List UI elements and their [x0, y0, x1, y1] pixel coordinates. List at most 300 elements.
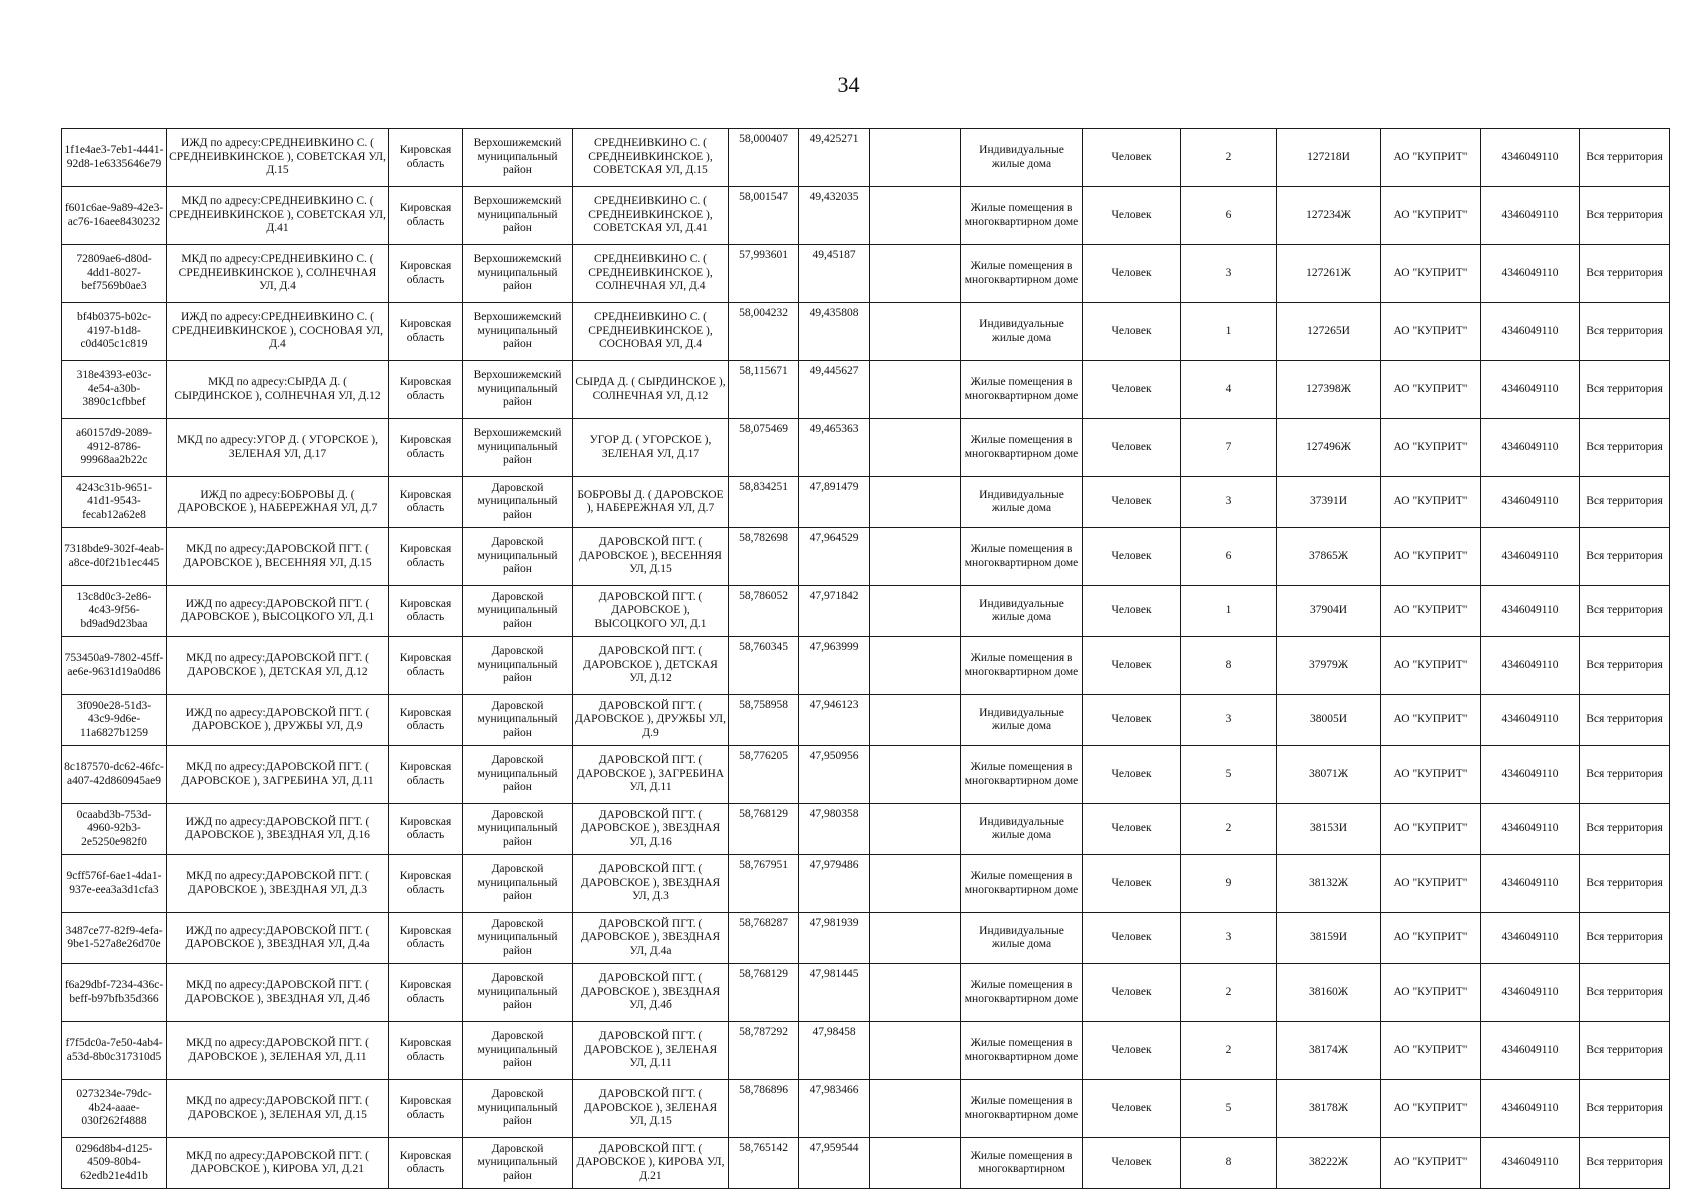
- unit-cell: Человек: [1083, 586, 1181, 637]
- address-cell: БОБРОВЫ Д. ( ДАРОВСКОЕ ), НАБЕРЕЖНАЯ УЛ, Д.7: [573, 477, 729, 528]
- longitude-cell: 47,983466: [799, 1080, 870, 1138]
- code-cell: 127234Ж: [1277, 187, 1381, 245]
- unit-cell: Человек: [1083, 187, 1181, 245]
- longitude-cell: 49,465363: [799, 419, 870, 477]
- latitude-cell: 58,758958: [729, 695, 799, 746]
- empty-cell: [870, 1022, 961, 1080]
- organization-cell: АО "КУПРИТ": [1381, 477, 1481, 528]
- object-id-cell: 3487ce77-82f9-4efa-9be1-527a8e26d70e: [62, 913, 167, 964]
- category-cell: Индивидуальные жилые дома: [961, 586, 1083, 637]
- code-cell: 37391И: [1277, 477, 1381, 528]
- district-cell: Верхошижемский муниципальный район: [463, 361, 573, 419]
- category-cell: Жилые помещения в многоквартирном доме: [961, 361, 1083, 419]
- region-cell: Кировская область: [389, 1022, 463, 1080]
- object-id-cell: 0296d8b4-d125-4509-80b4-62edb21e4d1b: [62, 1138, 167, 1189]
- code-cell: 127261Ж: [1277, 245, 1381, 303]
- inn-cell: 4346049110: [1481, 1022, 1580, 1080]
- code-cell: 38178Ж: [1277, 1080, 1381, 1138]
- object-id-cell: 0caabd3b-753d-4960-92b3-2e5250e982f0: [62, 804, 167, 855]
- inn-cell: 4346049110: [1481, 129, 1580, 187]
- latitude-cell: 58,786896: [729, 1080, 799, 1138]
- district-cell: Даровской муниципальный район: [463, 913, 573, 964]
- district-cell: Даровской муниципальный район: [463, 964, 573, 1022]
- code-cell: 38159И: [1277, 913, 1381, 964]
- region-cell: Кировская область: [389, 695, 463, 746]
- object-id-cell: 318e4393-e03c-4e54-a30b-3890c1cfbbef: [62, 361, 167, 419]
- object-id-cell: 13c8d0c3-2e86-4c43-9f56-bd9ad9d23baa: [62, 586, 167, 637]
- code-cell: 38132Ж: [1277, 855, 1381, 913]
- object-name-cell: МКД по адресу:ДАРОВСКОЙ ПГТ. ( ДАРОВСКОЕ ), ЗЕЛЕНАЯ УЛ, Д.11: [167, 1022, 389, 1080]
- category-cell: Жилые помещения в многоквартирном доме: [961, 855, 1083, 913]
- table-row: [62, 746, 1670, 804]
- empty-cell: [870, 528, 961, 586]
- object-name-cell: ИЖД по адресу:СРЕДНЕИВКИНО С. ( СРЕДНЕИВКИНСКОЕ ), СОСНОВАЯ УЛ, Д.4: [167, 303, 389, 361]
- district-cell: Верхошижемский муниципальный район: [463, 129, 573, 187]
- territory-cell: Вся территория: [1580, 245, 1670, 303]
- empty-cell: [870, 477, 961, 528]
- object-id-cell: 753450a9-7802-45ff-ae6e-9631d19a0d86: [62, 637, 167, 695]
- address-cell: ДАРОВСКОЙ ПГТ. ( ДАРОВСКОЕ ), ЗВЕЗДНАЯ УЛ, Д.3: [573, 855, 729, 913]
- district-cell: Даровской муниципальный район: [463, 586, 573, 637]
- region-cell: Кировская область: [389, 361, 463, 419]
- empty-cell: [870, 913, 961, 964]
- table-row: [62, 804, 1670, 855]
- count-cell: 5: [1181, 1080, 1277, 1138]
- count-cell: 3: [1181, 695, 1277, 746]
- longitude-cell: 47,964529: [799, 528, 870, 586]
- table-body: [62, 129, 1670, 1189]
- count-cell: 8: [1181, 1138, 1277, 1189]
- territory-cell: Вся территория: [1580, 419, 1670, 477]
- code-cell: 127398Ж: [1277, 361, 1381, 419]
- territory-cell: Вся территория: [1580, 637, 1670, 695]
- table-row: [62, 913, 1670, 964]
- object-name-cell: ИЖД по адресу:ДАРОВСКОЙ ПГТ. ( ДАРОВСКОЕ ), ДРУЖБЫ УЛ, Д.9: [167, 695, 389, 746]
- region-cell: Кировская область: [389, 804, 463, 855]
- address-cell: УГОР Д. ( УГОРСКОЕ ), ЗЕЛЕНАЯ УЛ, Д.17: [573, 419, 729, 477]
- empty-cell: [870, 637, 961, 695]
- latitude-cell: 58,768287: [729, 913, 799, 964]
- unit-cell: Человек: [1083, 303, 1181, 361]
- territory-cell: Вся территория: [1580, 361, 1670, 419]
- object-id-cell: a60157d9-2089-4912-8786-99968aa2b22c: [62, 419, 167, 477]
- longitude-cell: 49,425271: [799, 129, 870, 187]
- category-cell: Индивидуальные жилые дома: [961, 303, 1083, 361]
- longitude-cell: 49,432035: [799, 187, 870, 245]
- district-cell: Даровской муниципальный район: [463, 477, 573, 528]
- table-row: [62, 586, 1670, 637]
- inn-cell: 4346049110: [1481, 361, 1580, 419]
- region-cell: Кировская область: [389, 586, 463, 637]
- organization-cell: АО "КУПРИТ": [1381, 855, 1481, 913]
- unit-cell: Человек: [1083, 1022, 1181, 1080]
- table-row: [62, 1022, 1670, 1080]
- latitude-cell: 58,787292: [729, 1022, 799, 1080]
- district-cell: Верхошижемский муниципальный район: [463, 419, 573, 477]
- longitude-cell: 47,959544: [799, 1138, 870, 1189]
- region-cell: Кировская область: [389, 637, 463, 695]
- organization-cell: АО "КУПРИТ": [1381, 245, 1481, 303]
- region-cell: Кировская область: [389, 245, 463, 303]
- longitude-cell: 47,981939: [799, 913, 870, 964]
- count-cell: 6: [1181, 187, 1277, 245]
- organization-cell: АО "КУПРИТ": [1381, 528, 1481, 586]
- region-cell: Кировская область: [389, 855, 463, 913]
- territory-cell: Вся территория: [1580, 746, 1670, 804]
- table-row: [62, 528, 1670, 586]
- category-cell: Жилые помещения в многоквартирном доме: [961, 637, 1083, 695]
- organization-cell: АО "КУПРИТ": [1381, 361, 1481, 419]
- registry-table: [61, 128, 1670, 1189]
- latitude-cell: 58,760345: [729, 637, 799, 695]
- object-id-cell: bf4b0375-b02c-4197-b1d8-c0d405c1c819: [62, 303, 167, 361]
- organization-cell: АО "КУПРИТ": [1381, 746, 1481, 804]
- address-cell: ДАРОВСКОЙ ПГТ. ( ДАРОВСКОЕ ), ВЫСОЦКОГО УЛ, Д.1: [573, 586, 729, 637]
- region-cell: Кировская область: [389, 964, 463, 1022]
- region-cell: Кировская область: [389, 419, 463, 477]
- empty-cell: [870, 746, 961, 804]
- category-cell: Жилые помещения в многоквартирном доме: [961, 964, 1083, 1022]
- inn-cell: 4346049110: [1481, 477, 1580, 528]
- district-cell: Верхошижемский муниципальный район: [463, 245, 573, 303]
- object-name-cell: МКД по адресу:ДАРОВСКОЙ ПГТ. ( ДАРОВСКОЕ ), ДЕТСКАЯ УЛ, Д.12: [167, 637, 389, 695]
- address-cell: ДАРОВСКОЙ ПГТ. ( ДАРОВСКОЕ ), ДРУЖБЫ УЛ, Д.9: [573, 695, 729, 746]
- organization-cell: АО "КУПРИТ": [1381, 964, 1481, 1022]
- address-cell: ДАРОВСКОЙ ПГТ. ( ДАРОВСКОЕ ), ЗАГРЕБИНА УЛ, Д.11: [573, 746, 729, 804]
- object-name-cell: ИЖД по адресу:СРЕДНЕИВКИНО С. ( СРЕДНЕИВКИНСКОЕ ), СОВЕТСКАЯ УЛ, Д.15: [167, 129, 389, 187]
- inn-cell: 4346049110: [1481, 913, 1580, 964]
- district-cell: Верхошижемский муниципальный район: [463, 303, 573, 361]
- unit-cell: Человек: [1083, 913, 1181, 964]
- district-cell: Даровской муниципальный район: [463, 528, 573, 586]
- territory-cell: Вся территория: [1580, 187, 1670, 245]
- object-name-cell: ИЖД по адресу:ДАРОВСКОЙ ПГТ. ( ДАРОВСКОЕ ), ЗВЕЗДНАЯ УЛ, Д.4а: [167, 913, 389, 964]
- table-row: [62, 637, 1670, 695]
- code-cell: 37979Ж: [1277, 637, 1381, 695]
- organization-cell: АО "КУПРИТ": [1381, 303, 1481, 361]
- inn-cell: 4346049110: [1481, 804, 1580, 855]
- table-row: [62, 695, 1670, 746]
- inn-cell: 4346049110: [1481, 528, 1580, 586]
- longitude-cell: 47,946123: [799, 695, 870, 746]
- latitude-cell: 58,001547: [729, 187, 799, 245]
- organization-cell: АО "КУПРИТ": [1381, 804, 1481, 855]
- count-cell: 5: [1181, 746, 1277, 804]
- longitude-cell: 47,963999: [799, 637, 870, 695]
- count-cell: 3: [1181, 245, 1277, 303]
- table-row: [62, 419, 1670, 477]
- category-cell: Жилые помещения в многоквартирном доме: [961, 528, 1083, 586]
- longitude-cell: 49,445627: [799, 361, 870, 419]
- district-cell: Даровской муниципальный район: [463, 1022, 573, 1080]
- address-cell: ДАРОВСКОЙ ПГТ. ( ДАРОВСКОЕ ), ЗЕЛЕНАЯ УЛ, Д.15: [573, 1080, 729, 1138]
- object-id-cell: f601c6ae-9a89-42e3-ac76-16aee8430232: [62, 187, 167, 245]
- latitude-cell: 58,768129: [729, 804, 799, 855]
- territory-cell: Вся территория: [1580, 913, 1670, 964]
- territory-cell: Вся территория: [1580, 1138, 1670, 1189]
- category-cell: Жилые помещения в многоквартирном доме: [961, 245, 1083, 303]
- inn-cell: 4346049110: [1481, 1080, 1580, 1138]
- latitude-cell: 58,075469: [729, 419, 799, 477]
- table-row: [62, 187, 1670, 245]
- object-name-cell: ИЖД по адресу:БОБРОВЫ Д. ( ДАРОВСКОЕ ), НАБЕРЕЖНАЯ УЛ, Д.7: [167, 477, 389, 528]
- object-id-cell: 0273234e-79dc-4b24-aaae-030f262f4888: [62, 1080, 167, 1138]
- region-cell: Кировская область: [389, 913, 463, 964]
- count-cell: 6: [1181, 528, 1277, 586]
- inn-cell: 4346049110: [1481, 637, 1580, 695]
- object-id-cell: f6a29dbf-7234-436c-beff-b97bfb35d366: [62, 964, 167, 1022]
- code-cell: 37865Ж: [1277, 528, 1381, 586]
- organization-cell: АО "КУПРИТ": [1381, 1138, 1481, 1189]
- object-id-cell: 9cff576f-6ae1-4da1-937e-eea3a3d1cfa3: [62, 855, 167, 913]
- count-cell: 8: [1181, 637, 1277, 695]
- district-cell: Даровской муниципальный район: [463, 1080, 573, 1138]
- address-cell: ДАРОВСКОЙ ПГТ. ( ДАРОВСКОЕ ), ЗВЕЗДНАЯ УЛ, Д.16: [573, 804, 729, 855]
- address-cell: ДАРОВСКОЙ ПГТ. ( ДАРОВСКОЕ ), ВЕСЕННЯЯ УЛ, Д.15: [573, 528, 729, 586]
- table-row: [62, 303, 1670, 361]
- object-name-cell: МКД по адресу:СЫРДА Д. ( СЫРДИНСКОЕ ), СОЛНЕЧНАЯ УЛ, Д.12: [167, 361, 389, 419]
- latitude-cell: 58,776205: [729, 746, 799, 804]
- latitude-cell: 58,786052: [729, 586, 799, 637]
- region-cell: Кировская область: [389, 1080, 463, 1138]
- count-cell: 2: [1181, 804, 1277, 855]
- table-row: [62, 129, 1670, 187]
- region-cell: Кировская область: [389, 303, 463, 361]
- address-cell: СЫРДА Д. ( СЫРДИНСКОЕ ), СОЛНЕЧНАЯ УЛ, Д.12: [573, 361, 729, 419]
- empty-cell: [870, 419, 961, 477]
- organization-cell: АО "КУПРИТ": [1381, 129, 1481, 187]
- code-cell: 38005И: [1277, 695, 1381, 746]
- unit-cell: Человек: [1083, 1138, 1181, 1189]
- table-row: [62, 245, 1670, 303]
- territory-cell: Вся территория: [1580, 695, 1670, 746]
- object-name-cell: ИЖД по адресу:ДАРОВСКОЙ ПГТ. ( ДАРОВСКОЕ ), ЗВЕЗДНАЯ УЛ, Д.16: [167, 804, 389, 855]
- table-row: [62, 477, 1670, 528]
- territory-cell: Вся территория: [1580, 129, 1670, 187]
- category-cell: Жилые помещения в многоквартирном доме: [961, 746, 1083, 804]
- object-id-cell: 72809ae6-d80d-4dd1-8027-bef7569b0ae3: [62, 245, 167, 303]
- district-cell: Даровской муниципальный район: [463, 804, 573, 855]
- region-cell: Кировская область: [389, 477, 463, 528]
- count-cell: 1: [1181, 303, 1277, 361]
- category-cell: Индивидуальные жилые дома: [961, 129, 1083, 187]
- empty-cell: [870, 1138, 961, 1189]
- empty-cell: [870, 855, 961, 913]
- table-row: [62, 361, 1670, 419]
- latitude-cell: 58,000407: [729, 129, 799, 187]
- empty-cell: [870, 187, 961, 245]
- object-name-cell: МКД по адресу:ДАРОВСКОЙ ПГТ. ( ДАРОВСКОЕ ), ЗВЕЗДНАЯ УЛ, Д.4б: [167, 964, 389, 1022]
- address-cell: СРЕДНЕИВКИНО С. ( СРЕДНЕИВКИНСКОЕ ), СОВЕТСКАЯ УЛ, Д.15: [573, 129, 729, 187]
- inn-cell: 4346049110: [1481, 695, 1580, 746]
- object-id-cell: 8c187570-dc62-46fc-a407-42d860945ae9: [62, 746, 167, 804]
- count-cell: 9: [1181, 855, 1277, 913]
- count-cell: 3: [1181, 477, 1277, 528]
- unit-cell: Человек: [1083, 695, 1181, 746]
- code-cell: 38160Ж: [1277, 964, 1381, 1022]
- district-cell: Даровской муниципальный район: [463, 637, 573, 695]
- unit-cell: Человек: [1083, 528, 1181, 586]
- table-row: [62, 964, 1670, 1022]
- longitude-cell: 49,435808: [799, 303, 870, 361]
- address-cell: СРЕДНЕИВКИНО С. ( СРЕДНЕИВКИНСКОЕ ), СОВЕТСКАЯ УЛ, Д.41: [573, 187, 729, 245]
- address-cell: ДАРОВСКОЙ ПГТ. ( ДАРОВСКОЕ ), ДЕТСКАЯ УЛ, Д.12: [573, 637, 729, 695]
- count-cell: 4: [1181, 361, 1277, 419]
- empty-cell: [870, 804, 961, 855]
- address-cell: ДАРОВСКОЙ ПГТ. ( ДАРОВСКОЕ ), ЗЕЛЕНАЯ УЛ, Д.11: [573, 1022, 729, 1080]
- territory-cell: Вся территория: [1580, 1022, 1670, 1080]
- empty-cell: [870, 1080, 961, 1138]
- count-cell: 1: [1181, 586, 1277, 637]
- code-cell: 37904И: [1277, 586, 1381, 637]
- organization-cell: АО "КУПРИТ": [1381, 419, 1481, 477]
- territory-cell: Вся территория: [1580, 528, 1670, 586]
- district-cell: Даровской муниципальный район: [463, 855, 573, 913]
- longitude-cell: 47,979486: [799, 855, 870, 913]
- count-cell: 2: [1181, 1022, 1277, 1080]
- table-row: [62, 1080, 1670, 1138]
- category-cell: Индивидуальные жилые дома: [961, 695, 1083, 746]
- latitude-cell: 58,782698: [729, 528, 799, 586]
- inn-cell: 4346049110: [1481, 746, 1580, 804]
- object-name-cell: МКД по адресу:ДАРОВСКОЙ ПГТ. ( ДАРОВСКОЕ ), КИРОВА УЛ, Д.21: [167, 1138, 389, 1189]
- inn-cell: 4346049110: [1481, 245, 1580, 303]
- count-cell: 7: [1181, 419, 1277, 477]
- inn-cell: 4346049110: [1481, 303, 1580, 361]
- unit-cell: Человек: [1083, 129, 1181, 187]
- page-number: 34: [837, 72, 860, 97]
- longitude-cell: 47,950956: [799, 746, 870, 804]
- organization-cell: АО "КУПРИТ": [1381, 586, 1481, 637]
- empty-cell: [870, 695, 961, 746]
- latitude-cell: 58,834251: [729, 477, 799, 528]
- object-name-cell: МКД по адресу:СРЕДНЕИВКИНО С. ( СРЕДНЕИВКИНСКОЕ ), СОЛНЕЧНАЯ УЛ, Д.4: [167, 245, 389, 303]
- object-id-cell: f7f5dc0a-7e50-4ab4-a53d-8b0c317310d5: [62, 1022, 167, 1080]
- address-cell: СРЕДНЕИВКИНО С. ( СРЕДНЕИВКИНСКОЕ ), СОСНОВАЯ УЛ, Д.4: [573, 303, 729, 361]
- object-id-cell: 7318bde9-302f-4eab-a8ce-d0f21b1ec445: [62, 528, 167, 586]
- object-name-cell: МКД по адресу:ДАРОВСКОЙ ПГТ. ( ДАРОВСКОЕ ), ВЕСЕННЯЯ УЛ, Д.15: [167, 528, 389, 586]
- address-cell: ДАРОВСКОЙ ПГТ. ( ДАРОВСКОЕ ), ЗВЕЗДНАЯ УЛ, Д.4б: [573, 964, 729, 1022]
- inn-cell: 4346049110: [1481, 419, 1580, 477]
- code-cell: 38222Ж: [1277, 1138, 1381, 1189]
- longitude-cell: 47,971842: [799, 586, 870, 637]
- empty-cell: [870, 964, 961, 1022]
- inn-cell: 4346049110: [1481, 586, 1580, 637]
- unit-cell: Человек: [1083, 1080, 1181, 1138]
- organization-cell: АО "КУПРИТ": [1381, 1022, 1481, 1080]
- code-cell: 127265И: [1277, 303, 1381, 361]
- region-cell: Кировская область: [389, 528, 463, 586]
- category-cell: Жилые помещения в многоквартирном: [961, 1138, 1083, 1189]
- object-name-cell: МКД по адресу:УГОР Д. ( УГОРСКОЕ ), ЗЕЛЕНАЯ УЛ, Д.17: [167, 419, 389, 477]
- territory-cell: Вся территория: [1580, 804, 1670, 855]
- region-cell: Кировская область: [389, 1138, 463, 1189]
- latitude-cell: 58,115671: [729, 361, 799, 419]
- organization-cell: АО "КУПРИТ": [1381, 695, 1481, 746]
- empty-cell: [870, 129, 961, 187]
- territory-cell: Вся территория: [1580, 477, 1670, 528]
- object-name-cell: ИЖД по адресу:ДАРОВСКОЙ ПГТ. ( ДАРОВСКОЕ ), ВЫСОЦКОГО УЛ, Д.1: [167, 586, 389, 637]
- category-cell: Жилые помещения в многоквартирном доме: [961, 1022, 1083, 1080]
- object-id-cell: 1f1e4ae3-7eb1-4441-92d8-1e6335646e79: [62, 129, 167, 187]
- inn-cell: 4346049110: [1481, 1138, 1580, 1189]
- territory-cell: Вся территория: [1580, 855, 1670, 913]
- unit-cell: Человек: [1083, 964, 1181, 1022]
- count-cell: 3: [1181, 913, 1277, 964]
- unit-cell: Человек: [1083, 361, 1181, 419]
- region-cell: Кировская область: [389, 746, 463, 804]
- latitude-cell: 58,765142: [729, 1138, 799, 1189]
- longitude-cell: 47,891479: [799, 477, 870, 528]
- latitude-cell: 57,993601: [729, 245, 799, 303]
- inn-cell: 4346049110: [1481, 855, 1580, 913]
- empty-cell: [870, 361, 961, 419]
- unit-cell: Человек: [1083, 637, 1181, 695]
- unit-cell: Человек: [1083, 419, 1181, 477]
- address-cell: ДАРОВСКОЙ ПГТ. ( ДАРОВСКОЕ ), ЗВЕЗДНАЯ УЛ, Д.4а: [573, 913, 729, 964]
- category-cell: Индивидуальные жилые дома: [961, 804, 1083, 855]
- district-cell: Даровской муниципальный район: [463, 695, 573, 746]
- district-cell: Даровской муниципальный район: [463, 746, 573, 804]
- empty-cell: [870, 586, 961, 637]
- object-name-cell: МКД по адресу:ДАРОВСКОЙ ПГТ. ( ДАРОВСКОЕ ), ЗЕЛЕНАЯ УЛ, Д.15: [167, 1080, 389, 1138]
- unit-cell: Человек: [1083, 477, 1181, 528]
- object-name-cell: МКД по адресу:ДАРОВСКОЙ ПГТ. ( ДАРОВСКОЕ ), ЗАГРЕБИНА УЛ, Д.11: [167, 746, 389, 804]
- code-cell: 38071Ж: [1277, 746, 1381, 804]
- territory-cell: Вся территория: [1580, 1080, 1670, 1138]
- object-name-cell: МКД по адресу:СРЕДНЕИВКИНО С. ( СРЕДНЕИВКИНСКОЕ ), СОВЕТСКАЯ УЛ, Д.41: [167, 187, 389, 245]
- category-cell: Жилые помещения в многоквартирном доме: [961, 419, 1083, 477]
- longitude-cell: 47,98458: [799, 1022, 870, 1080]
- inn-cell: 4346049110: [1481, 964, 1580, 1022]
- count-cell: 2: [1181, 129, 1277, 187]
- latitude-cell: 58,768129: [729, 964, 799, 1022]
- territory-cell: Вся территория: [1580, 303, 1670, 361]
- unit-cell: Человек: [1083, 245, 1181, 303]
- object-id-cell: 3f090e28-51d3-43c9-9d6e-11a6827b1259: [62, 695, 167, 746]
- latitude-cell: 58,004232: [729, 303, 799, 361]
- district-cell: Даровской муниципальный район: [463, 1138, 573, 1189]
- organization-cell: АО "КУПРИТ": [1381, 1080, 1481, 1138]
- table-row: [62, 855, 1670, 913]
- organization-cell: АО "КУПРИТ": [1381, 637, 1481, 695]
- code-cell: 127218И: [1277, 129, 1381, 187]
- inn-cell: 4346049110: [1481, 187, 1580, 245]
- latitude-cell: 58,767951: [729, 855, 799, 913]
- territory-cell: Вся территория: [1580, 964, 1670, 1022]
- code-cell: 38174Ж: [1277, 1022, 1381, 1080]
- district-cell: Верхошижемский муниципальный район: [463, 187, 573, 245]
- code-cell: 38153И: [1277, 804, 1381, 855]
- longitude-cell: 47,980358: [799, 804, 870, 855]
- address-cell: СРЕДНЕИВКИНО С. ( СРЕДНЕИВКИНСКОЕ ), СОЛНЕЧНАЯ УЛ, Д.4: [573, 245, 729, 303]
- unit-cell: Человек: [1083, 804, 1181, 855]
- empty-cell: [870, 303, 961, 361]
- category-cell: Жилые помещения в многоквартирном доме: [961, 1080, 1083, 1138]
- unit-cell: Человек: [1083, 746, 1181, 804]
- table-row: [62, 1138, 1670, 1189]
- object-id-cell: 4243c31b-9651-41d1-9543-fecab12a62e8: [62, 477, 167, 528]
- empty-cell: [870, 245, 961, 303]
- category-cell: Жилые помещения в многоквартирном доме: [961, 187, 1083, 245]
- organization-cell: АО "КУПРИТ": [1381, 187, 1481, 245]
- code-cell: 127496Ж: [1277, 419, 1381, 477]
- object-name-cell: МКД по адресу:ДАРОВСКОЙ ПГТ. ( ДАРОВСКОЕ ), ЗВЕЗДНАЯ УЛ, Д.3: [167, 855, 389, 913]
- count-cell: 2: [1181, 964, 1277, 1022]
- organization-cell: АО "КУПРИТ": [1381, 913, 1481, 964]
- unit-cell: Человек: [1083, 855, 1181, 913]
- category-cell: Индивидуальные жилые дома: [961, 477, 1083, 528]
